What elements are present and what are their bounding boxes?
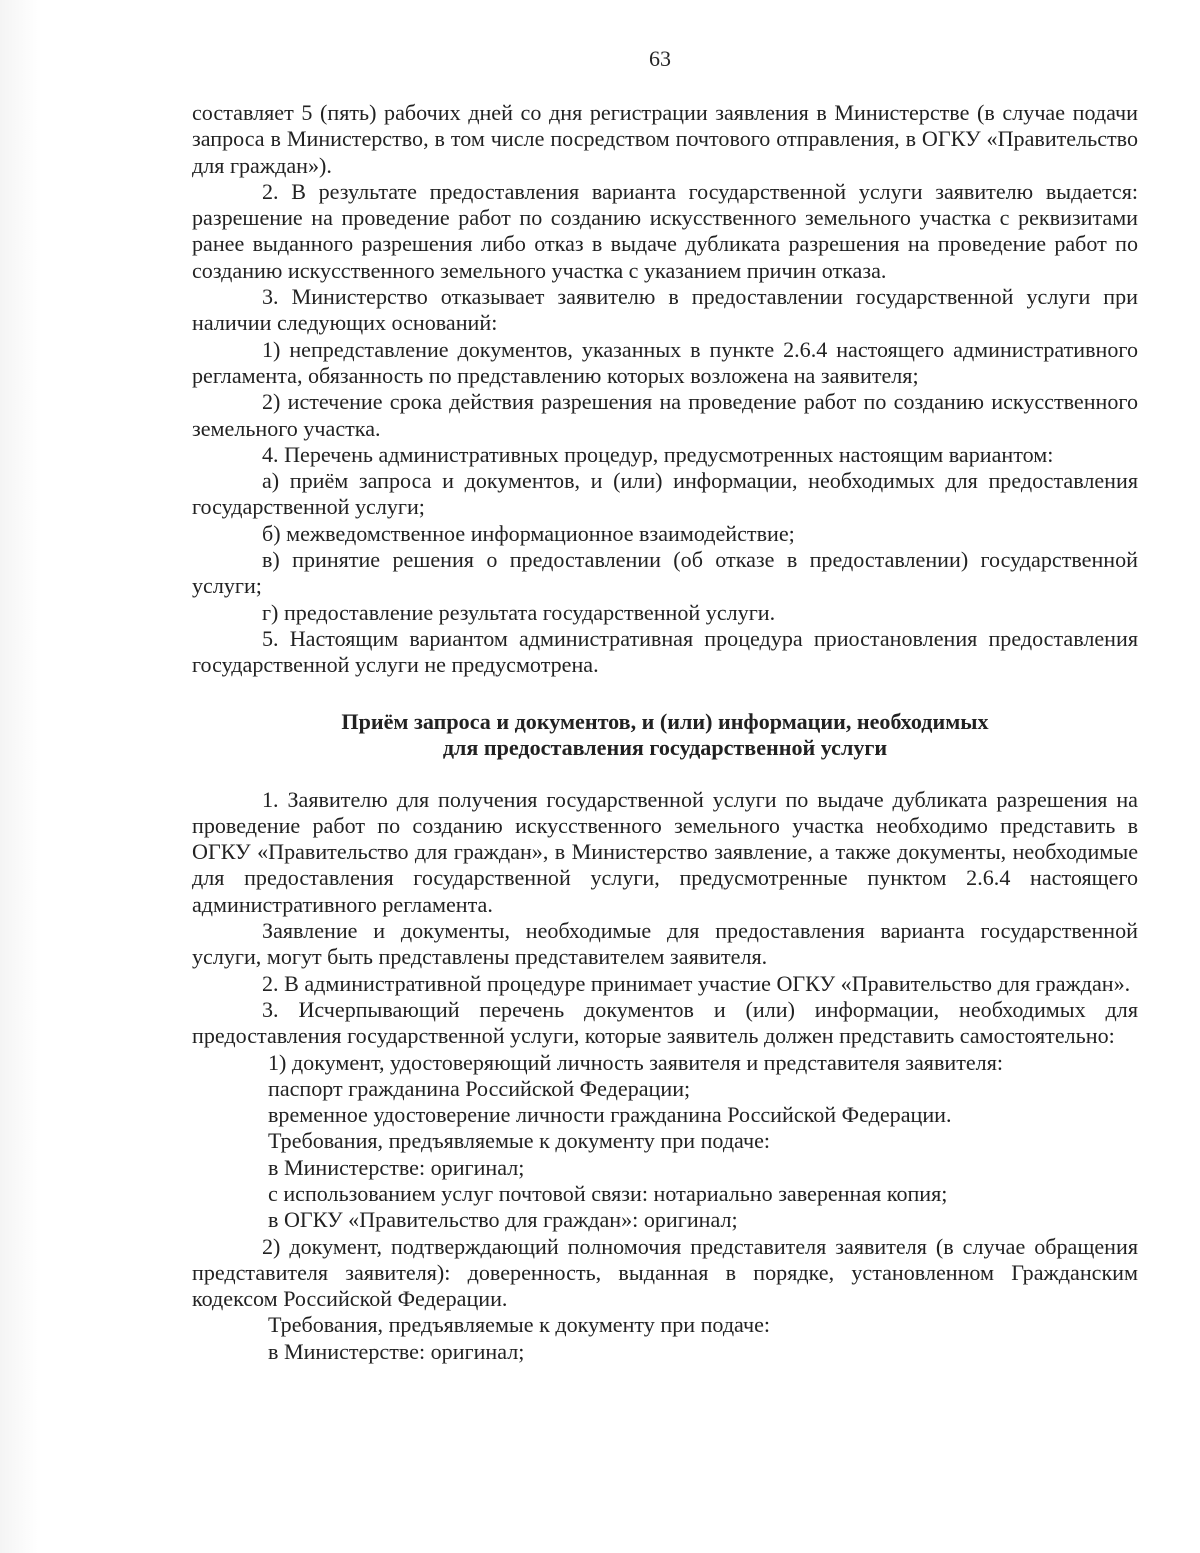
paragraph-procedure-a: а) приём запроса и документов, и (или) информации, необходимых для предоставления государственной услуги; <box>192 468 1138 520</box>
paragraph-item-4: 4. Перечень административных процедур, предусмотренных настоящим вариантом: <box>262 441 1054 467</box>
paragraph-item-5: 5. Настоящим вариантом административная процедура приостановления предоставления государственной услуги не предусмотрена. <box>192 625 1138 678</box>
paragraph-procedure-g: г) предоставление результата государственной услуги. <box>262 599 776 625</box>
paragraph-procedure-b: б) межведомственное информационное взаимодействие; <box>262 520 795 546</box>
scan-edge <box>0 0 38 1553</box>
section-heading-line-1: Приём запроса и документов, и (или) информации, необходимых <box>341 708 989 734</box>
section-heading <box>192 679 1138 787</box>
list-line: в Министерстве: оригинал; <box>268 1154 525 1180</box>
list-line: с использованием услуг почтовой связи: нотариально заверенная копия; <box>268 1180 948 1206</box>
paragraph-reason-1: 1) непредставление документов, указанных в пункте 2.6.4 настоящего административного регламента, обязанность по представлению которых возложена на заявителя; <box>192 336 1138 388</box>
paragraph-procedure-v: в) принятие решения о предоставлении (об отказе в предоставлении) государственной услуги; <box>192 547 1138 599</box>
paragraph-item-3: 3. Министерство отказывает заявителю в предоставлении государственной услуги при наличии следующих оснований: <box>192 284 1138 336</box>
paragraph-proxy-document: 2) документ, подтверждающий полномочия представителя заявителя (в случае обращения представителя заявителя): доверенность, выданная в порядке, установленном Гражданским кодексом Российской Федерации. <box>192 1233 1138 1312</box>
paragraph-reason-2: 2) истечение срока действия разрешения на проведение работ по созданию искусственного земельного участка. <box>192 389 1138 441</box>
list-line: временное удостоверение личности гражданина Российской Федерации. <box>268 1102 952 1128</box>
list-line: в Министерстве: оригинал; <box>268 1338 525 1364</box>
paragraph-section-1: 1. Заявителю для получения государственной услуги по выдаче дубликата разрешения на проведение работ по созданию искусственного земельного участка необходимо представить в ОГКУ «Правительство для граждан», в Министерство заявление, а также документы, необходимые для предоставления государственной услуги, предусмотренные пунктом 2.6.4 настоящего административного регламента. <box>192 786 1138 917</box>
page-number: 63 <box>649 46 671 71</box>
list-line: паспорт гражданина Российской Федерации; <box>268 1075 691 1101</box>
list-line: в ОГКУ «Правительство для граждан»: оригинал; <box>268 1207 738 1233</box>
list-line: Требования, предъявляемые к документу при подаче: <box>268 1312 771 1338</box>
list-line: Требования, предъявляемые к документу при подаче: <box>268 1128 771 1154</box>
section-heading-line-2: для предоставления государственной услуги <box>442 734 888 760</box>
paragraph-section-2: 2. В административной процедуре принимает участие ОГКУ «Правительство для граждан». <box>262 970 1131 996</box>
paragraph-continuation: составляет 5 (пять) рабочих дней со дня регистрации заявления в Министерстве (в случае подачи запроса в Министерство, в том числе посредством почтового отправления, в ОГКУ «Правительство для граждан»). <box>192 100 1138 178</box>
paragraph-item-2: 2. В результате предоставления варианта государственной услуги заявителю выдается: разрешение на проведение работ по созданию искусственного земельного участка с реквизитами ранее выданного разрешения либо отказ в выдаче дубликата разрешения на проведение работ по созданию искусственного земельного участка с указанием причин отказа. <box>192 178 1138 283</box>
document-body <box>192 100 1138 1365</box>
paragraph-section-3: 3. Исчерпывающий перечень документов и (или) информации, необходимых для предоставления государственной услуги, которые заявитель должен представить самостоятельно: <box>192 996 1138 1049</box>
paragraph-representative: Заявление и документы, необходимые для предоставления варианта государственной услуги, могут быть представлены представителем заявителя. <box>192 918 1138 970</box>
list-line: 1) документ, удостоверяющий личность заявителя и представителя заявителя: <box>268 1049 1004 1075</box>
